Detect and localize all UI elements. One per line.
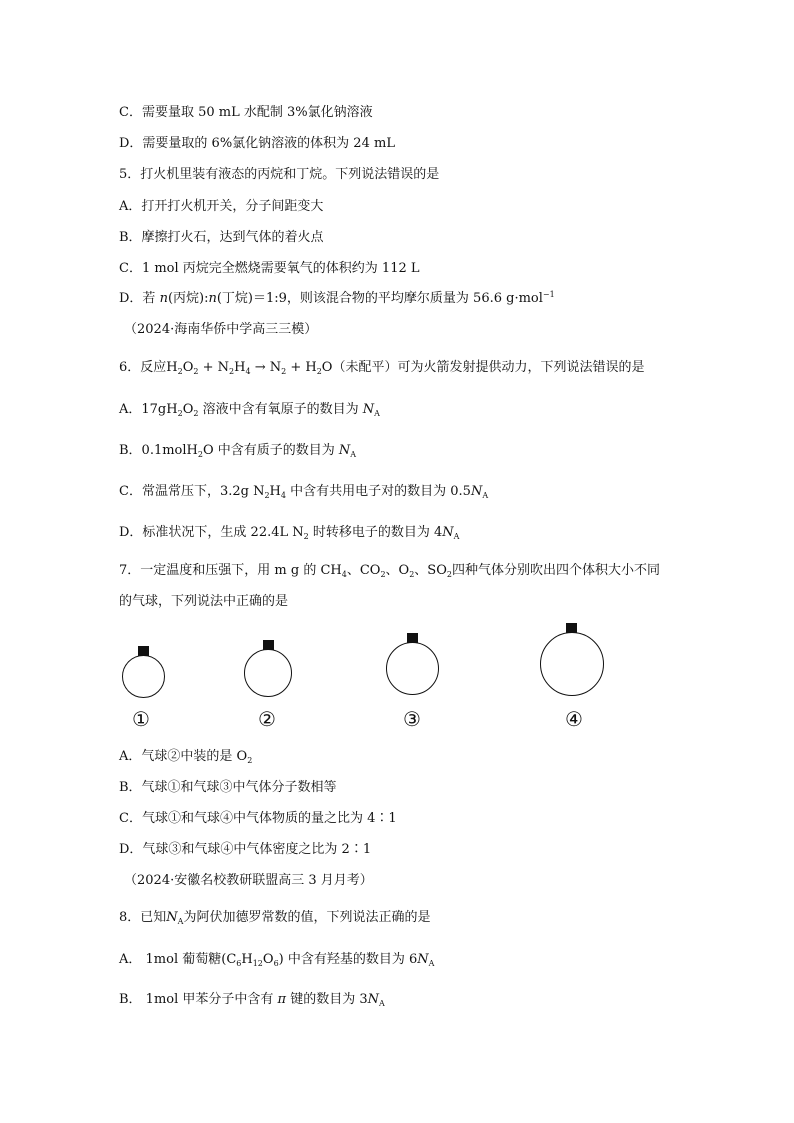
- q5-option-c: C．1 mol 丙烷完全燃烧需要氧气的体积约为 112 L: [119, 261, 420, 276]
- balloon-label-4: ④: [565, 707, 583, 731]
- source-note-2: （2024·安徽名校教研联盟高三 3 月月考）: [124, 873, 373, 888]
- q6-option-a: A．$17gH_2O_2$ 溶液中含有氧原子的数目为 $N_A$: [119, 402, 380, 418]
- balloon-1: [122, 655, 165, 698]
- q7-option-a: A．气球②中装的是 $O_2$: [119, 749, 253, 765]
- balloon-4: [540, 632, 604, 696]
- q5-option-a: A．打开打火机开关，分子间距变大: [119, 199, 324, 214]
- balloon-label-3: ③: [403, 707, 421, 731]
- q7-option-c: C．气球①和气球④中气体物质的量之比为 4∶1: [119, 811, 397, 826]
- q5-option-d: D．若 n(丙烷):n(丁烷)＝1:9，则该混合物的平均摩尔质量为 56.6 g·mol$^{-1}$: [119, 290, 555, 306]
- q7-option-b: B．气球①和气球③中气体分子数相等: [119, 780, 337, 795]
- q5-stem: 5．打火机里装有液态的丙烷和丁烷。下列说法错误的是: [119, 167, 440, 182]
- source-note-1: （2024·海南华侨中学高三三模）: [124, 322, 318, 337]
- q7-stem-line1: 7．一定温度和压强下，用 m g 的 $CH_4$、$CO_2$、$O_2$、$SO_2$四种气体分别吹出四个体积大小不同: [119, 563, 660, 579]
- q6-option-b: B．0.1molH$_2$O 中含有质子的数目为 $N_A$: [119, 443, 357, 459]
- q7-stem-line2: 的气球，下列说法中正确的是: [119, 594, 289, 609]
- q4-option-d: D．需要量取的 6%氯化钠溶液的体积为 24 mL: [119, 136, 395, 151]
- q4-option-c: C．需要量取 50 mL 水配制 3%氯化钠溶液: [119, 105, 373, 120]
- q6-option-d: D．标准状况下，生成 22.4L $N_2$ 时转移电子的数目为 $4N_A$: [119, 525, 460, 541]
- q7-option-d: D．气球③和气球④中气体密度之比为 2∶1: [119, 842, 372, 857]
- balloon-label-2: ②: [258, 707, 276, 731]
- balloon-label-1: ①: [132, 707, 150, 731]
- balloon-2: [244, 649, 292, 697]
- balloon-3: [386, 642, 439, 695]
- q8-option-a: A． 1mol 葡萄糖$(C_6H_{12}O_6)$ 中含有羟基的数目为 $6N_A$: [119, 952, 435, 968]
- q8-stem: 8．已知$N_A$为阿伏加德罗常数的值，下列说法正确的是: [119, 910, 431, 926]
- q5-option-b: B．摩擦打火石，达到气体的着火点: [119, 230, 324, 245]
- q8-option-b: B． 1mol 甲苯分子中含有 π 键的数目为 $3N_A$: [119, 992, 385, 1008]
- q6-option-c: C．常温常压下，3.2g $N_2H_4$ 中含有共用电子对的数目为 $0.5N_A$: [119, 484, 489, 500]
- q6-stem: 6．反应$H_2O_2 + N_2H_4 \to N_2 + H_2O$（未配平）可为火箭发射提供动力，下列说法错误的是: [119, 360, 645, 376]
